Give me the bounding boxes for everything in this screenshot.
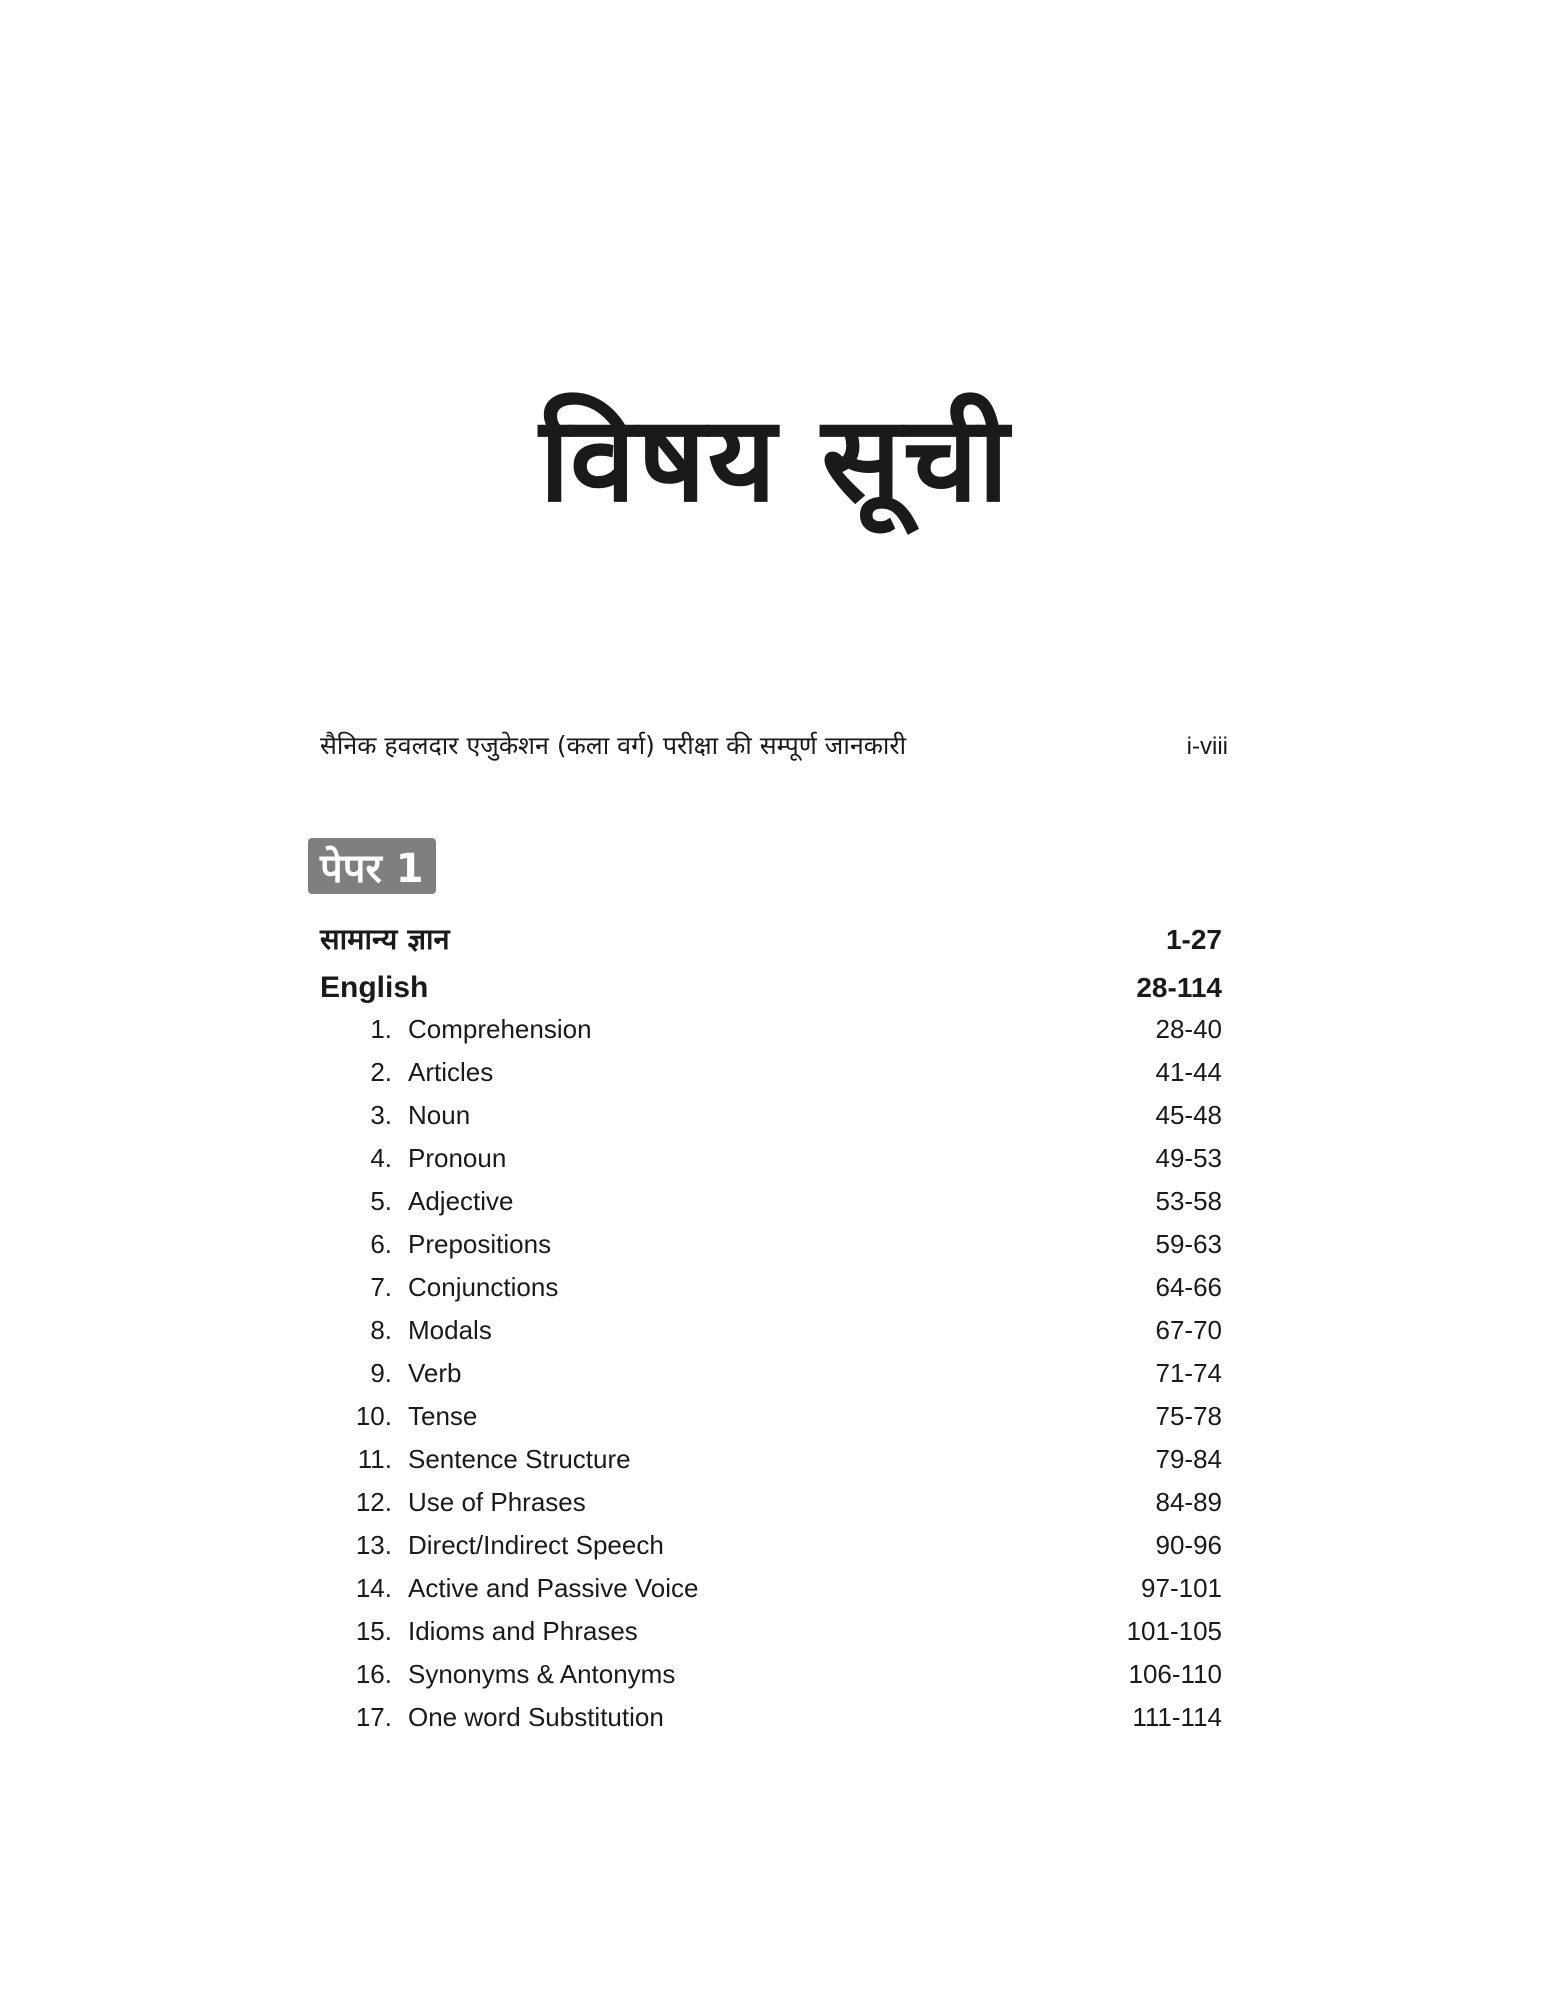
chapter-number: 9. (370, 1358, 392, 1388)
chapter-pages: 41-44 (1155, 1057, 1222, 1087)
chapter-title: Synonyms & Antonyms (408, 1659, 676, 1689)
section-english-label: English (320, 971, 429, 1004)
chapter-number: 8. (370, 1315, 392, 1345)
section-gk[interactable] (320, 910, 1222, 968)
list-item[interactable] (320, 1137, 1222, 1180)
list-item[interactable] (320, 1008, 1222, 1051)
chapter-number: 6. (370, 1229, 392, 1259)
chapter-number: 7. (370, 1272, 392, 1302)
list-item[interactable] (320, 1481, 1222, 1524)
chapter-pages: 28-40 (1155, 1014, 1222, 1044)
chapter-title: Comprehension (408, 1014, 592, 1044)
chapter-title: Modals (408, 1315, 492, 1345)
chapter-pages: 90-96 (1155, 1530, 1222, 1560)
list-item[interactable] (320, 1567, 1222, 1610)
chapter-number: 17. (355, 1702, 392, 1732)
chapter-title: Tense (408, 1401, 478, 1431)
list-item[interactable] (320, 1524, 1222, 1567)
list-item[interactable] (320, 1094, 1222, 1137)
chapter-title: Sentence Structure (408, 1444, 631, 1474)
chapter-pages: 79-84 (1155, 1444, 1222, 1474)
chapter-number: 14. (355, 1573, 392, 1603)
list-item[interactable] (320, 1438, 1222, 1481)
paper-badge: पेपर 1 (308, 838, 436, 894)
chapter-title: Articles (408, 1057, 494, 1087)
chapter-pages: 106-110 (1128, 1659, 1222, 1689)
list-item[interactable] (320, 1309, 1222, 1352)
chapter-number: 10. (355, 1401, 392, 1431)
list-item[interactable] (320, 1051, 1222, 1094)
chapter-title: Noun (408, 1100, 471, 1130)
chapter-number: 11. (357, 1444, 392, 1474)
chapter-number: 5. (370, 1186, 392, 1216)
intro-entry-pages: i-viii (1186, 733, 1228, 760)
intro-entry-label: सैनिक हवलदार एजुकेशन (कला वर्ग) परीक्षा की सम्पूर्ण जानकारी (320, 731, 907, 760)
chapter-title: Direct/Indirect Speech (408, 1530, 664, 1560)
chapter-pages: 53-58 (1155, 1186, 1222, 1216)
chapter-title: Conjunctions (408, 1272, 559, 1302)
chapter-pages: 67-70 (1155, 1315, 1222, 1345)
chapter-number: 12. (355, 1487, 392, 1517)
list-item[interactable] (320, 1395, 1222, 1438)
chapter-title: Pronoun (408, 1143, 507, 1173)
list-item[interactable] (320, 1180, 1222, 1223)
list-item[interactable] (320, 1352, 1222, 1395)
chapter-number: 15. (355, 1616, 392, 1646)
chapter-pages: 97-101 (1141, 1573, 1222, 1603)
intro-entry[interactable] (320, 728, 1228, 762)
english-chapter-list (320, 1008, 1222, 1739)
section-english-pages: 28-114 (1136, 972, 1222, 1003)
chapter-pages: 101-105 (1126, 1616, 1222, 1646)
list-item[interactable] (320, 1696, 1222, 1739)
chapter-number: 2. (370, 1057, 392, 1087)
chapter-number: 13. (355, 1530, 392, 1560)
chapter-pages: 64-66 (1155, 1272, 1222, 1302)
chapter-title: Verb (408, 1358, 462, 1388)
chapter-pages: 84-89 (1155, 1487, 1222, 1517)
page-title: विषय सूची (539, 390, 1011, 528)
chapter-number: 3. (370, 1100, 392, 1130)
chapter-pages: 59-63 (1155, 1229, 1222, 1259)
section-gk-pages: 1-27 (1165, 924, 1222, 955)
list-item[interactable] (320, 1266, 1222, 1309)
chapter-number: 1. (370, 1014, 392, 1044)
chapter-title: Idioms and Phrases (408, 1616, 638, 1646)
chapter-title: One word Substitution (408, 1702, 664, 1732)
chapter-title: Use of Phrases (408, 1487, 586, 1517)
chapter-pages: 45-48 (1155, 1100, 1222, 1130)
chapter-pages: 111-114 (1132, 1702, 1222, 1732)
chapter-number: 16. (355, 1659, 392, 1689)
chapter-title: Prepositions (408, 1229, 552, 1259)
chapter-pages: 49-53 (1155, 1143, 1222, 1173)
chapter-title: Active and Passive Voice (408, 1573, 699, 1603)
chapter-title: Adjective (408, 1186, 514, 1216)
chapter-pages: 75-78 (1155, 1401, 1222, 1431)
section-gk-label: सामान्य ज्ञान (320, 922, 450, 956)
chapter-pages: 71-74 (1155, 1358, 1222, 1388)
chapter-number: 4. (370, 1143, 392, 1173)
section-english[interactable] (320, 968, 1222, 1008)
list-item[interactable] (320, 1653, 1222, 1696)
list-item[interactable] (320, 1223, 1222, 1266)
table-of-contents (320, 910, 1222, 1739)
list-item[interactable] (320, 1610, 1222, 1653)
